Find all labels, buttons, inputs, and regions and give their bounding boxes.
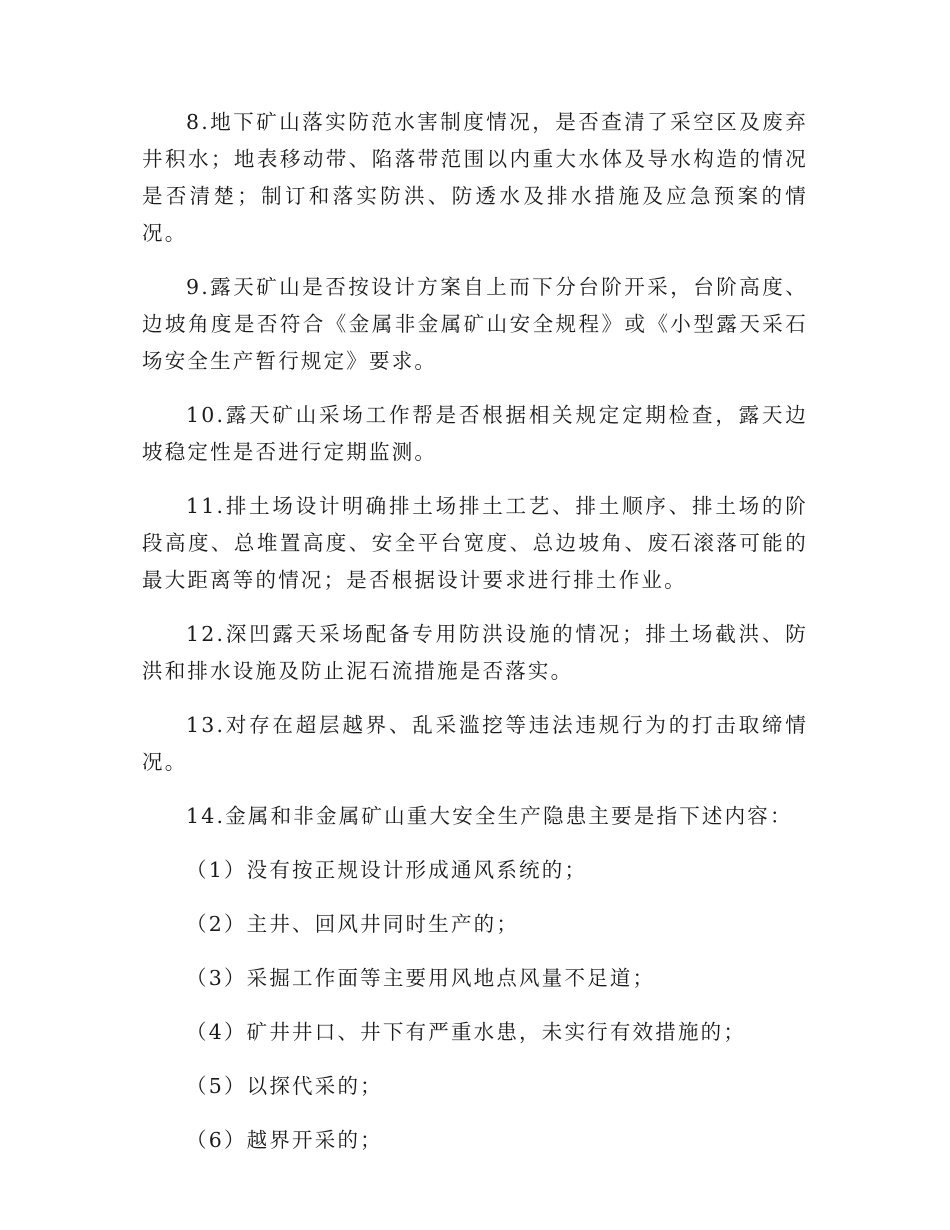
paragraph-13: 13.对存在超层越界、乱采滥挖等违法违规行为的打击取缔情况。 bbox=[142, 713, 808, 774]
paragraph-10: 10.露天矿山采场工作帮是否根据相关规定定期检查，露天边坡稳定性是否进行定期监测。 bbox=[142, 403, 808, 464]
list-item-6: （6）越界开采的； bbox=[186, 1128, 383, 1152]
list-item-3: （3）采掘工作面等主要用风地点风量不足道； bbox=[186, 966, 656, 990]
list-item-5: （5）以探代采的； bbox=[186, 1074, 383, 1098]
list-item-2: （2）主井、回风井同时生产的； bbox=[186, 912, 520, 936]
paragraph-9: 9.露天矿山是否按设计方案自上而下分台阶开采，台阶高度、边坡角度是否符合《金属非金属矿山安全规程》或《小型露天采石场安全生产暂行规定》要求。 bbox=[142, 275, 808, 373]
paragraph-11: 11.排土场设计明确排土场排土工艺、排土顺序、排土场的阶段高度、总堆置高度、安全平台宽度、总边坡角、废石滚落可能的最大距离等的情况；是否根据设计要求进行排土作业。 bbox=[142, 494, 808, 592]
list-item-4: （4）矿井井口、井下有严重水患，未实行有效措施的； bbox=[186, 1020, 747, 1044]
paragraph-12: 12.深凹露天采场配备专用防洪设施的情况；排土场截洪、防洪和排水设施及防止泥石流措施是否落实。 bbox=[142, 622, 808, 683]
paragraph-14: 14.金属和非金属矿山重大安全生产隐患主要是指下述内容： bbox=[186, 804, 793, 828]
paragraph-8: 8.地下矿山落实防范水害制度情况，是否查清了采空区及废弃井积水；地表移动带、陷落带范围以内重大水体及导水构造的情况是否清楚；制订和落实防洪、防透水及排水措施及应急预案的情况。 bbox=[142, 110, 808, 245]
document-page bbox=[142, 104, 808, 1159]
list-item-1: （1）没有按正规设计形成通风系统的； bbox=[186, 858, 588, 882]
